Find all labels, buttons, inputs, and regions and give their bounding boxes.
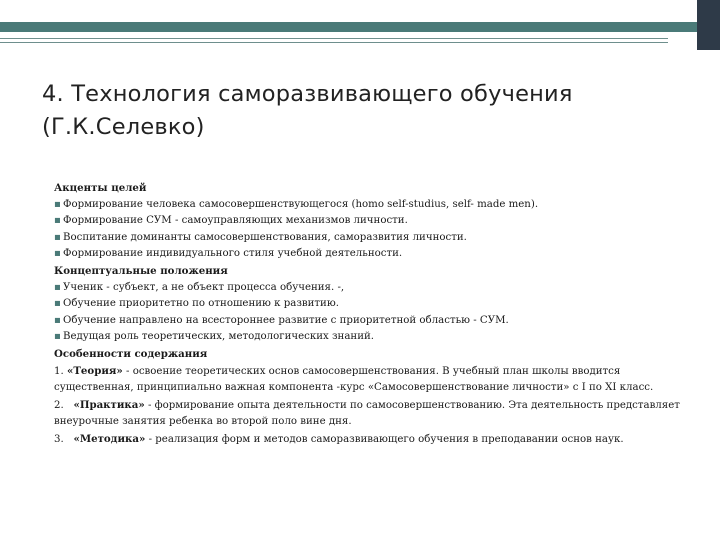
numbered-item <box>54 397 694 431</box>
list-item-text: Обучение направлено на всестороннее развитие с приоритетной областью - СУМ. <box>63 314 509 326</box>
section-heading-goals: Акценты целей <box>54 182 147 194</box>
item-text: - реализация форм и методов саморазвивающего обучения в преподавании основ наук. <box>145 433 624 445</box>
list-item-text: Формирование человека самосовершенствующегося (homo self-studius, self- made men). <box>63 198 539 210</box>
header-rule-1 <box>0 38 668 39</box>
list-item <box>54 246 694 263</box>
numbered-item <box>54 363 694 397</box>
item-term: «Практика» <box>73 398 145 411</box>
bullet-icon: ▪ <box>54 248 61 260</box>
list-item <box>54 329 694 346</box>
bullet-icon: ▪ <box>54 314 61 326</box>
item-term: «Теория» <box>66 364 123 377</box>
bullet-icon: ▪ <box>54 281 61 293</box>
list-item-text: Воспитание доминанты самосовершенствования, саморазвития личности. <box>63 231 467 243</box>
item-number: 1. <box>54 365 64 377</box>
slide-title-line-2: (Г.К.Селевко) <box>42 114 205 140</box>
slide-title <box>42 78 682 144</box>
list-item-text: Формирование СУМ - самоуправляющих механизмов личности. <box>63 215 408 227</box>
list-item <box>54 197 694 214</box>
numbered-item <box>54 431 694 449</box>
bullet-icon: ▪ <box>54 231 61 243</box>
slide-body <box>54 180 694 449</box>
list-item-text: Ведущая роль теоретических, методологических знаний. <box>63 331 375 343</box>
list-item <box>54 280 694 297</box>
list-item-text: Ученик - субъект, а не объект процесса обучения. -, <box>63 281 345 293</box>
slide-title-line-1: 4. Технология саморазвивающего обучения <box>42 81 573 107</box>
list-item <box>54 313 694 330</box>
item-number: 2. <box>54 399 64 411</box>
item-number: 3. <box>54 433 64 445</box>
header-corner-block <box>697 0 720 50</box>
list-item-text: Обучение приоритетно по отношению к развитию. <box>63 298 339 310</box>
bullet-icon: ▪ <box>54 331 61 343</box>
header-rule-2 <box>0 42 668 43</box>
section-heading-content: Особенности содержания <box>54 347 208 360</box>
item-term: «Методика» <box>73 432 146 445</box>
list-item <box>54 296 694 313</box>
header-accent-bar <box>0 22 697 32</box>
bullet-icon: ▪ <box>54 198 61 210</box>
list-item <box>54 213 694 230</box>
item-text: - формирование опыта деятельности по самосовершенствованию. Эта деятельность представляет внеурочные занятия ребенка во второй поло вине дня. <box>54 399 680 428</box>
top-band <box>0 0 720 22</box>
item-text: - освоение теоретических основ самосовершенствования. В учебный план школы вводится существенная, принципиально важная компонента -курс «Самосовершенствование личности» с I по XI класс. <box>54 365 654 394</box>
bullet-icon: ▪ <box>54 215 61 227</box>
bullet-icon: ▪ <box>54 298 61 310</box>
section-heading-concepts: Концептуальные положения <box>54 264 228 277</box>
list-item <box>54 230 694 247</box>
list-item-text: Формирование индивидуального стиля учебной деятельности. <box>63 248 403 260</box>
